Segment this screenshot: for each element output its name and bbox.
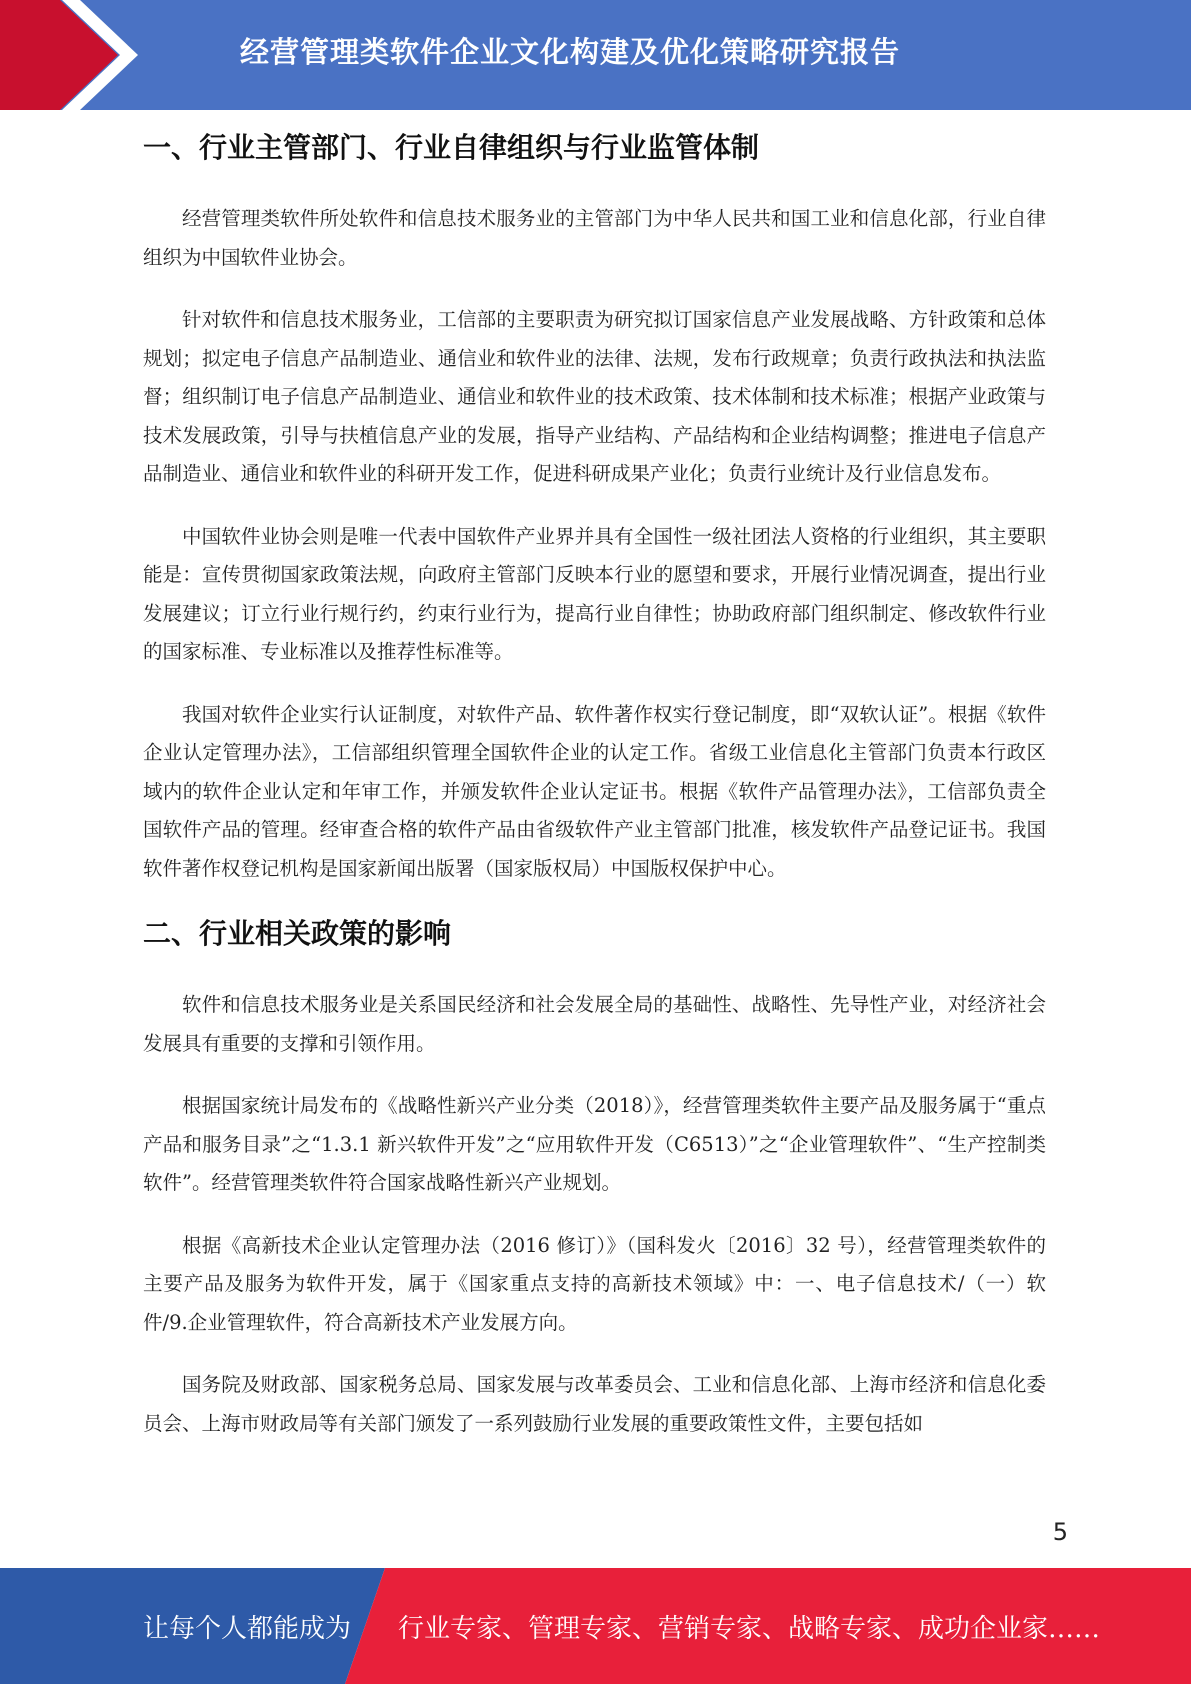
header-title: 经营管理类软件企业文化构建及优化策略研究报告: [240, 35, 901, 69]
paragraph: 我国对软件企业实行认证制度，对软件产品、软件著作权实行登记制度，即“双软认证”。根据《软件企业认定管理办法》，工信部组织管理全国软件企业的认定工作。省级工业信息化主管部门负责本行政区域内的软件企业认定和年审工作，并颁发软件企业认定证书。根据《软件产品管理办法》，工信部负责全国软件产品的管理。经审查合格的软件产品由省级软件产业主管部门批准，核发软件产品登记证书。我国软件著作权登记机构是国家新闻出版署（国家版权局）中国版权保护中心。: [143, 702, 1046, 880]
header-arrow-decoration: [0, 0, 160, 110]
paragraph: 国务院及财政部、国家税务总局、国家发展与改革委员会、工业和信息化部、上海市经济和信息化委员会、上海市财政局等有关部门颁发了一系列鼓励行业发展的重要政策性文件，主要包括如: [143, 1373, 1046, 1435]
section-heading-regulation: 一、行业主管部门、行业自律组织与行业监管体制: [143, 131, 760, 164]
paragraph: 根据国家统计局发布的《战略性新兴产业分类（2018）》，经营管理类软件主要产品及服务属于“重点产品和服务目录”之“1.3.1 新兴软件开发”之“应用软件开发（C6513）”之“企业管理软件”、“生产控制类软件”。经营管理类软件符合国家战略性新兴产业规划。: [143, 1094, 1046, 1194]
page-footer: [0, 1568, 1191, 1684]
paragraph: 经营管理类软件所处软件和信息技术服务业的主管部门为中华人民共和国工业和信息化部，行业自律组织为中国软件业协会。: [143, 207, 1046, 269]
page-number: 5: [1052, 1518, 1068, 1546]
paragraph: 针对软件和信息技术服务业，工信部的主要职责为研究拟订国家信息产业发展战略、方针政策和总体规划；拟定电子信息产品制造业、通信业和软件业的法律、法规，发布行政规章；负责行政执法和执法监督；组织制订电子信息产品制造业、通信业和软件业的技术政策、技术体制和技术标准；根据产业政策与技术发展政策，引导与扶植信息产业的发展，指导产业结构、产品结构和企业结构调整；推进电子信息产品制造业、通信业和软件业的科研开发工作，促进科研成果产业化；负责行业统计及行业信息发布。: [143, 308, 1046, 485]
document-body: [143, 126, 1046, 1467]
page-header: [0, 0, 1191, 110]
paragraph: 中国软件业协会则是唯一代表中国软件产业界并具有全国性一级社团法人资格的行业组织，其主要职能是：宣传贯彻国家政策法规，向政府主管部门反映本行业的愿望和要求，开展行业情况调查，提出行业发展建议；订立行业行规行约，约束行业行为，提高行业自律性；协助政府部门组织制定、修改软件行业的国家标准、专业标准以及推荐性标准等。: [143, 524, 1046, 663]
footer-slogan-right: 行业专家、管理专家、营销专家、战略专家、成功企业家……: [398, 1614, 1101, 1644]
paragraph: 软件和信息技术服务业是关系国民经济和社会发展全局的基础性、战略性、先导性产业，对经济社会发展具有重要的支撑和引领作用。: [143, 993, 1046, 1055]
paragraph: 根据《高新技术企业认定管理办法（2016 修订）》（国科发火〔2016〕32 号），经营管理类软件的主要产品及服务为软件开发，属于《国家重点支持的高新技术领域》中：一、电子信息技术/（一）软件/9.企业管理软件，符合高新技术产业发展方向。: [143, 1233, 1046, 1334]
section-heading-policy: 二、行业相关政策的影响: [143, 917, 452, 950]
footer-slogan-left: 让每个人都能成为: [143, 1614, 352, 1644]
